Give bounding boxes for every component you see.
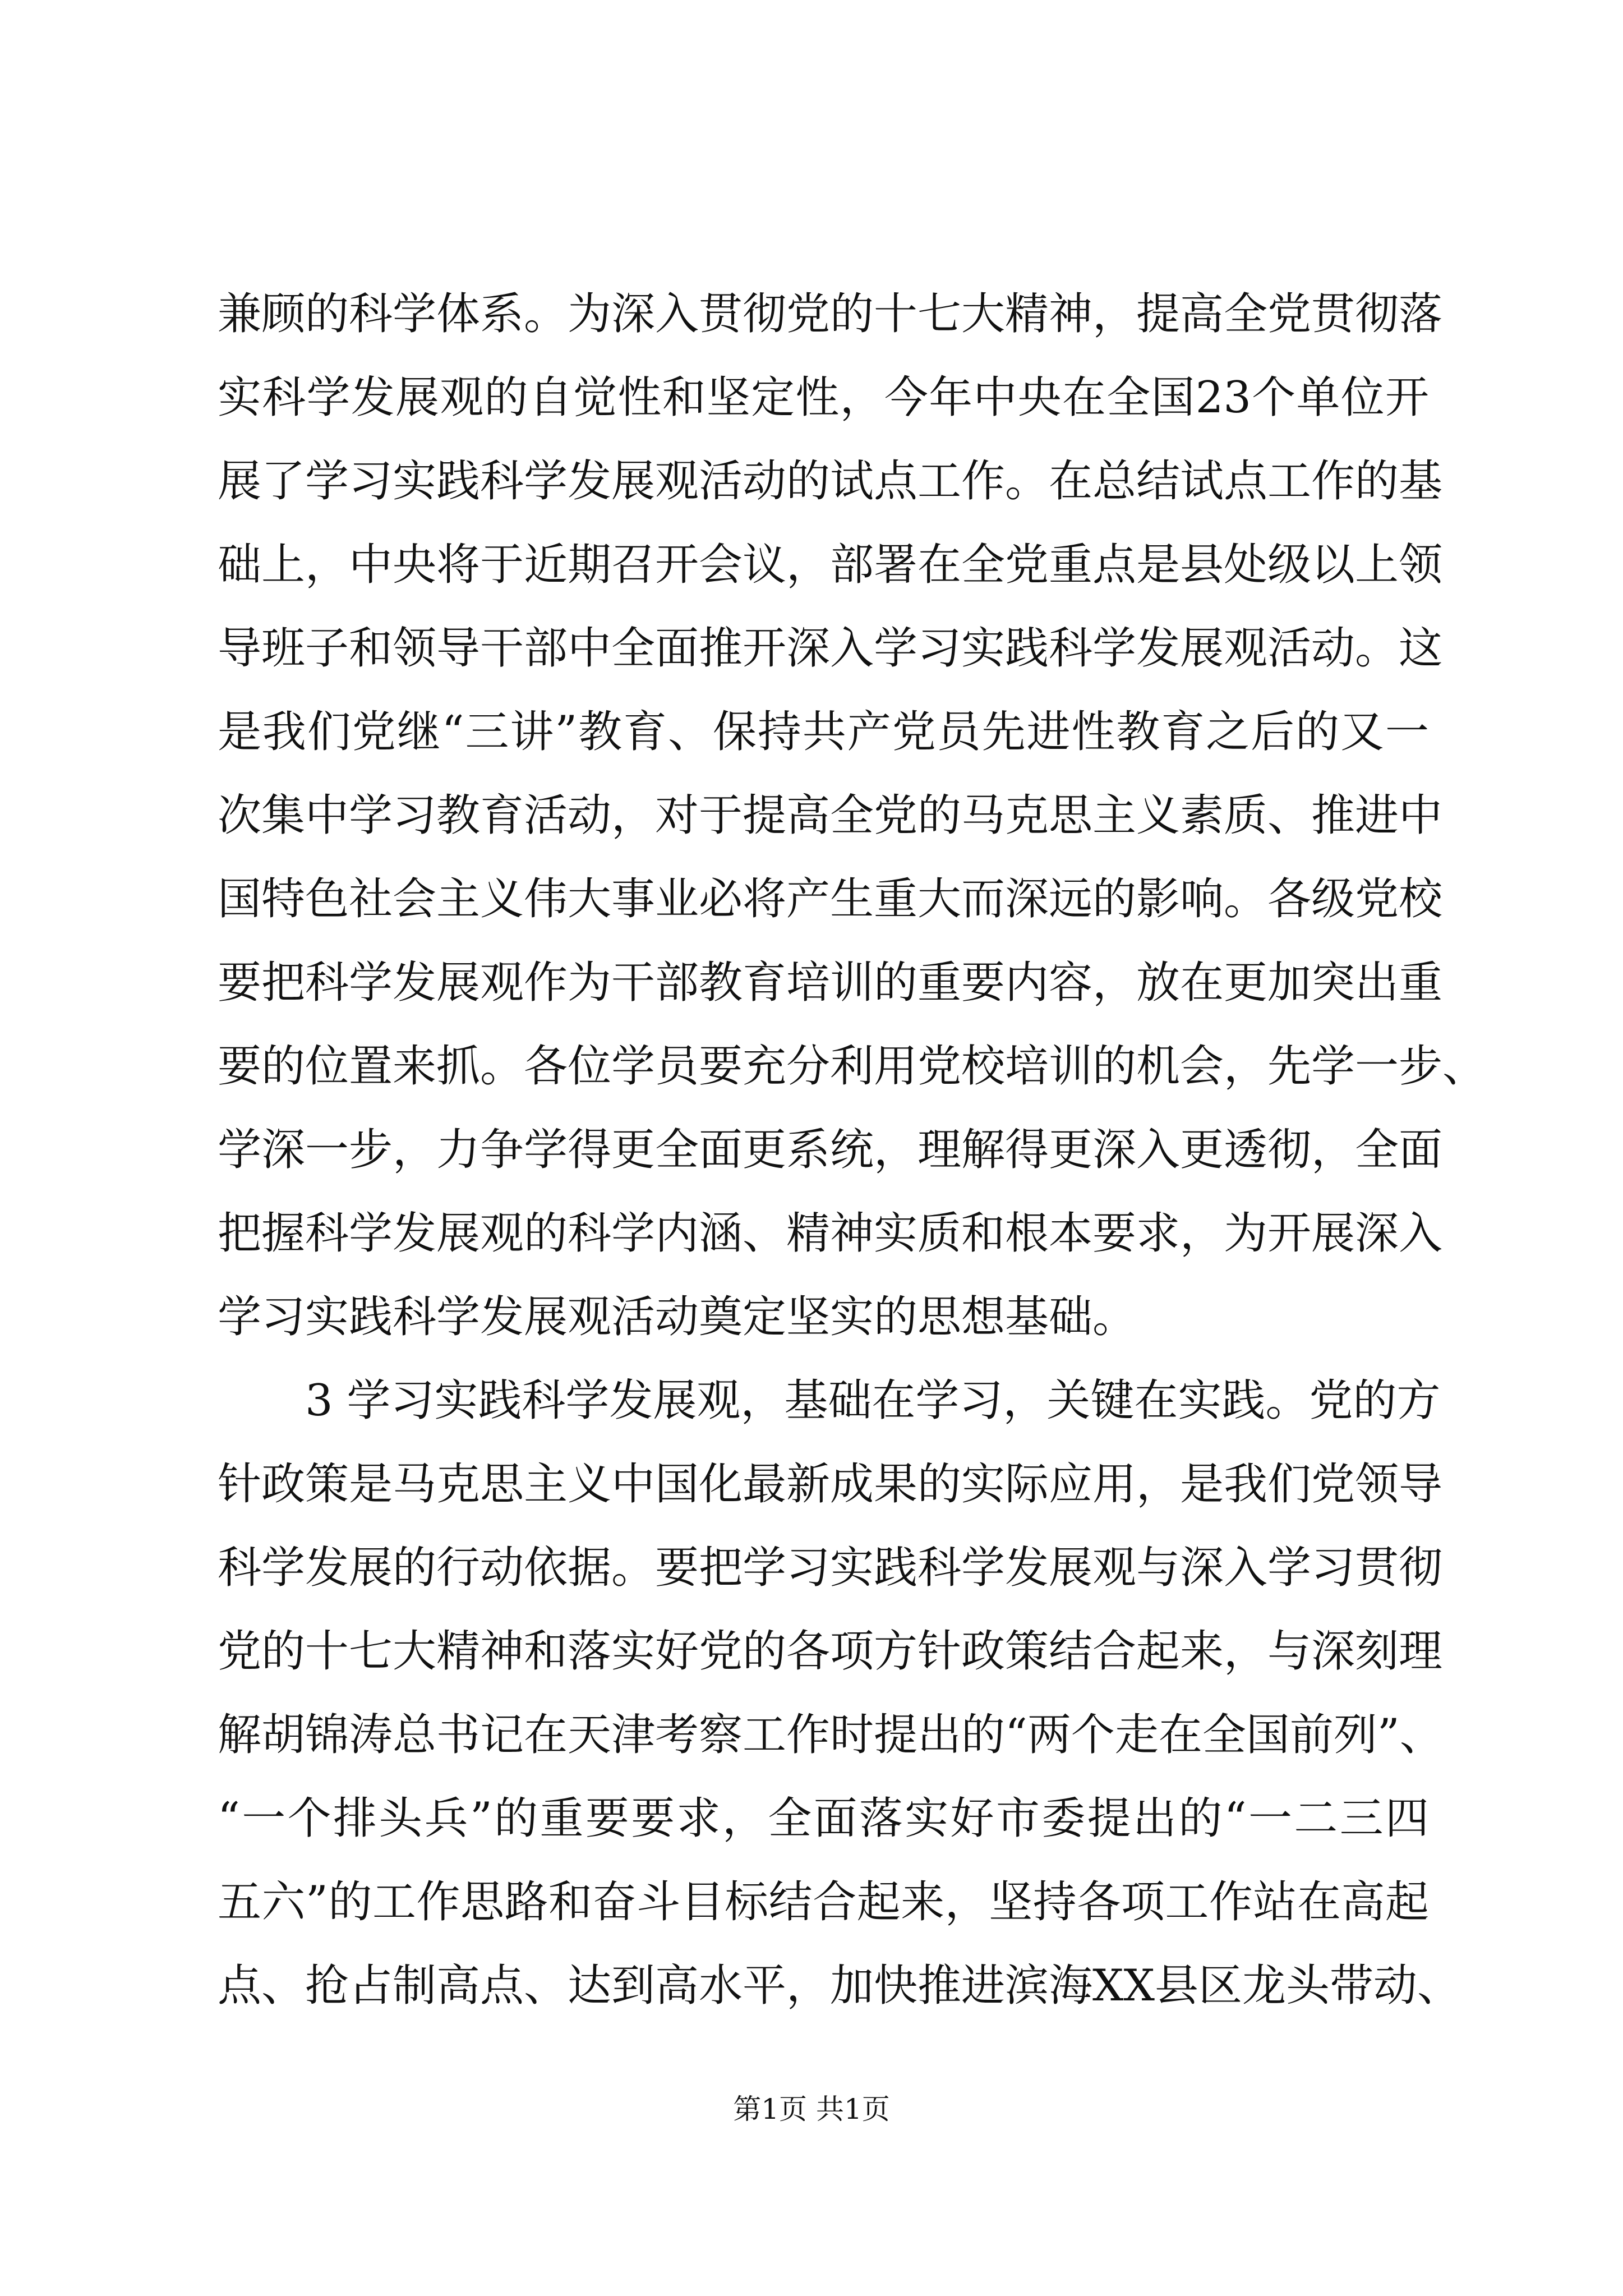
text-line: 实科学发展观的自觉性和坚定性，今年中央在全国23个单位开 (218, 372, 1429, 423)
text-line: 础上，中央将于近期召开会议，部署在全党重点是县处级以上领 (218, 540, 1443, 590)
text-line: 点、抢占制高点、达到高水平，加快推进滨海XX县区龙头带动、 (218, 1961, 1461, 2011)
text-line: 解胡锦涛总书记在天津考察工作时提出的“两个走在全国前列”、 (218, 1710, 1444, 1760)
text-line: 把握科学发展观的科学内涵、精神实质和根本要求，为开展深入 (218, 1208, 1443, 1259)
text-line: 兼顾的科学体系。为深入贯彻党的十七大精神，提高全党贯彻落 (218, 289, 1443, 339)
page-number-label: 第1页 共1页 (733, 2093, 890, 2125)
text-line: 次集中学习教育活动，对于提高全党的马克思主义素质、推进中 (218, 790, 1443, 841)
text-line: 五六”的工作思路和奋斗目标结合起来，坚持各项工作站在高起 (218, 1877, 1429, 1927)
text-line: 科学发展的行动依据。要把学习实践科学发展观与深入学习贯彻 (218, 1543, 1443, 1593)
text-line: 导班子和领导干部中全面推开深入学习实践科学发展观活动。这 (218, 623, 1443, 674)
text-line: “一个排头兵”的重要要求，全面落实好市委提出的“一二三四 (218, 1793, 1429, 1844)
text-line: 针政策是马克思主义中国化最新成果的实际应用，是我们党领导 (218, 1459, 1443, 1510)
text-line: 学深一步，力争学得更全面更系统，理解得更深入更透彻，全面 (218, 1125, 1443, 1175)
text-line: 国特色社会主义伟大事业必将产生重大而深远的影响。各级党校 (218, 874, 1443, 924)
text-line: 要的位置来抓。各位学员要充分利用党校培训的机会，先学一步、 (218, 1041, 1487, 1092)
text-line: 党的十七大精神和落实好党的各项方针政策结合起来，与深刻理 (218, 1626, 1443, 1677)
text-line: 3 学习实践科学发展观，基础在学习，关键在实践。党的方 (218, 1375, 1441, 1426)
text-line: 是我们党继“三讲”教育、保持共产党员先进性教育之后的又一 (218, 707, 1429, 757)
text-line: 要把科学发展观作为干部教育培训的重要内容，放在更加突出重 (218, 958, 1443, 1008)
text-line: 展了学习实践科学发展观活动的试点工作。在总结试点工作的基 (218, 456, 1443, 507)
text-line: 学习实践科学发展观活动奠定坚实的思想基础。 (218, 1292, 1137, 1342)
page-footer (0, 2090, 1623, 2129)
